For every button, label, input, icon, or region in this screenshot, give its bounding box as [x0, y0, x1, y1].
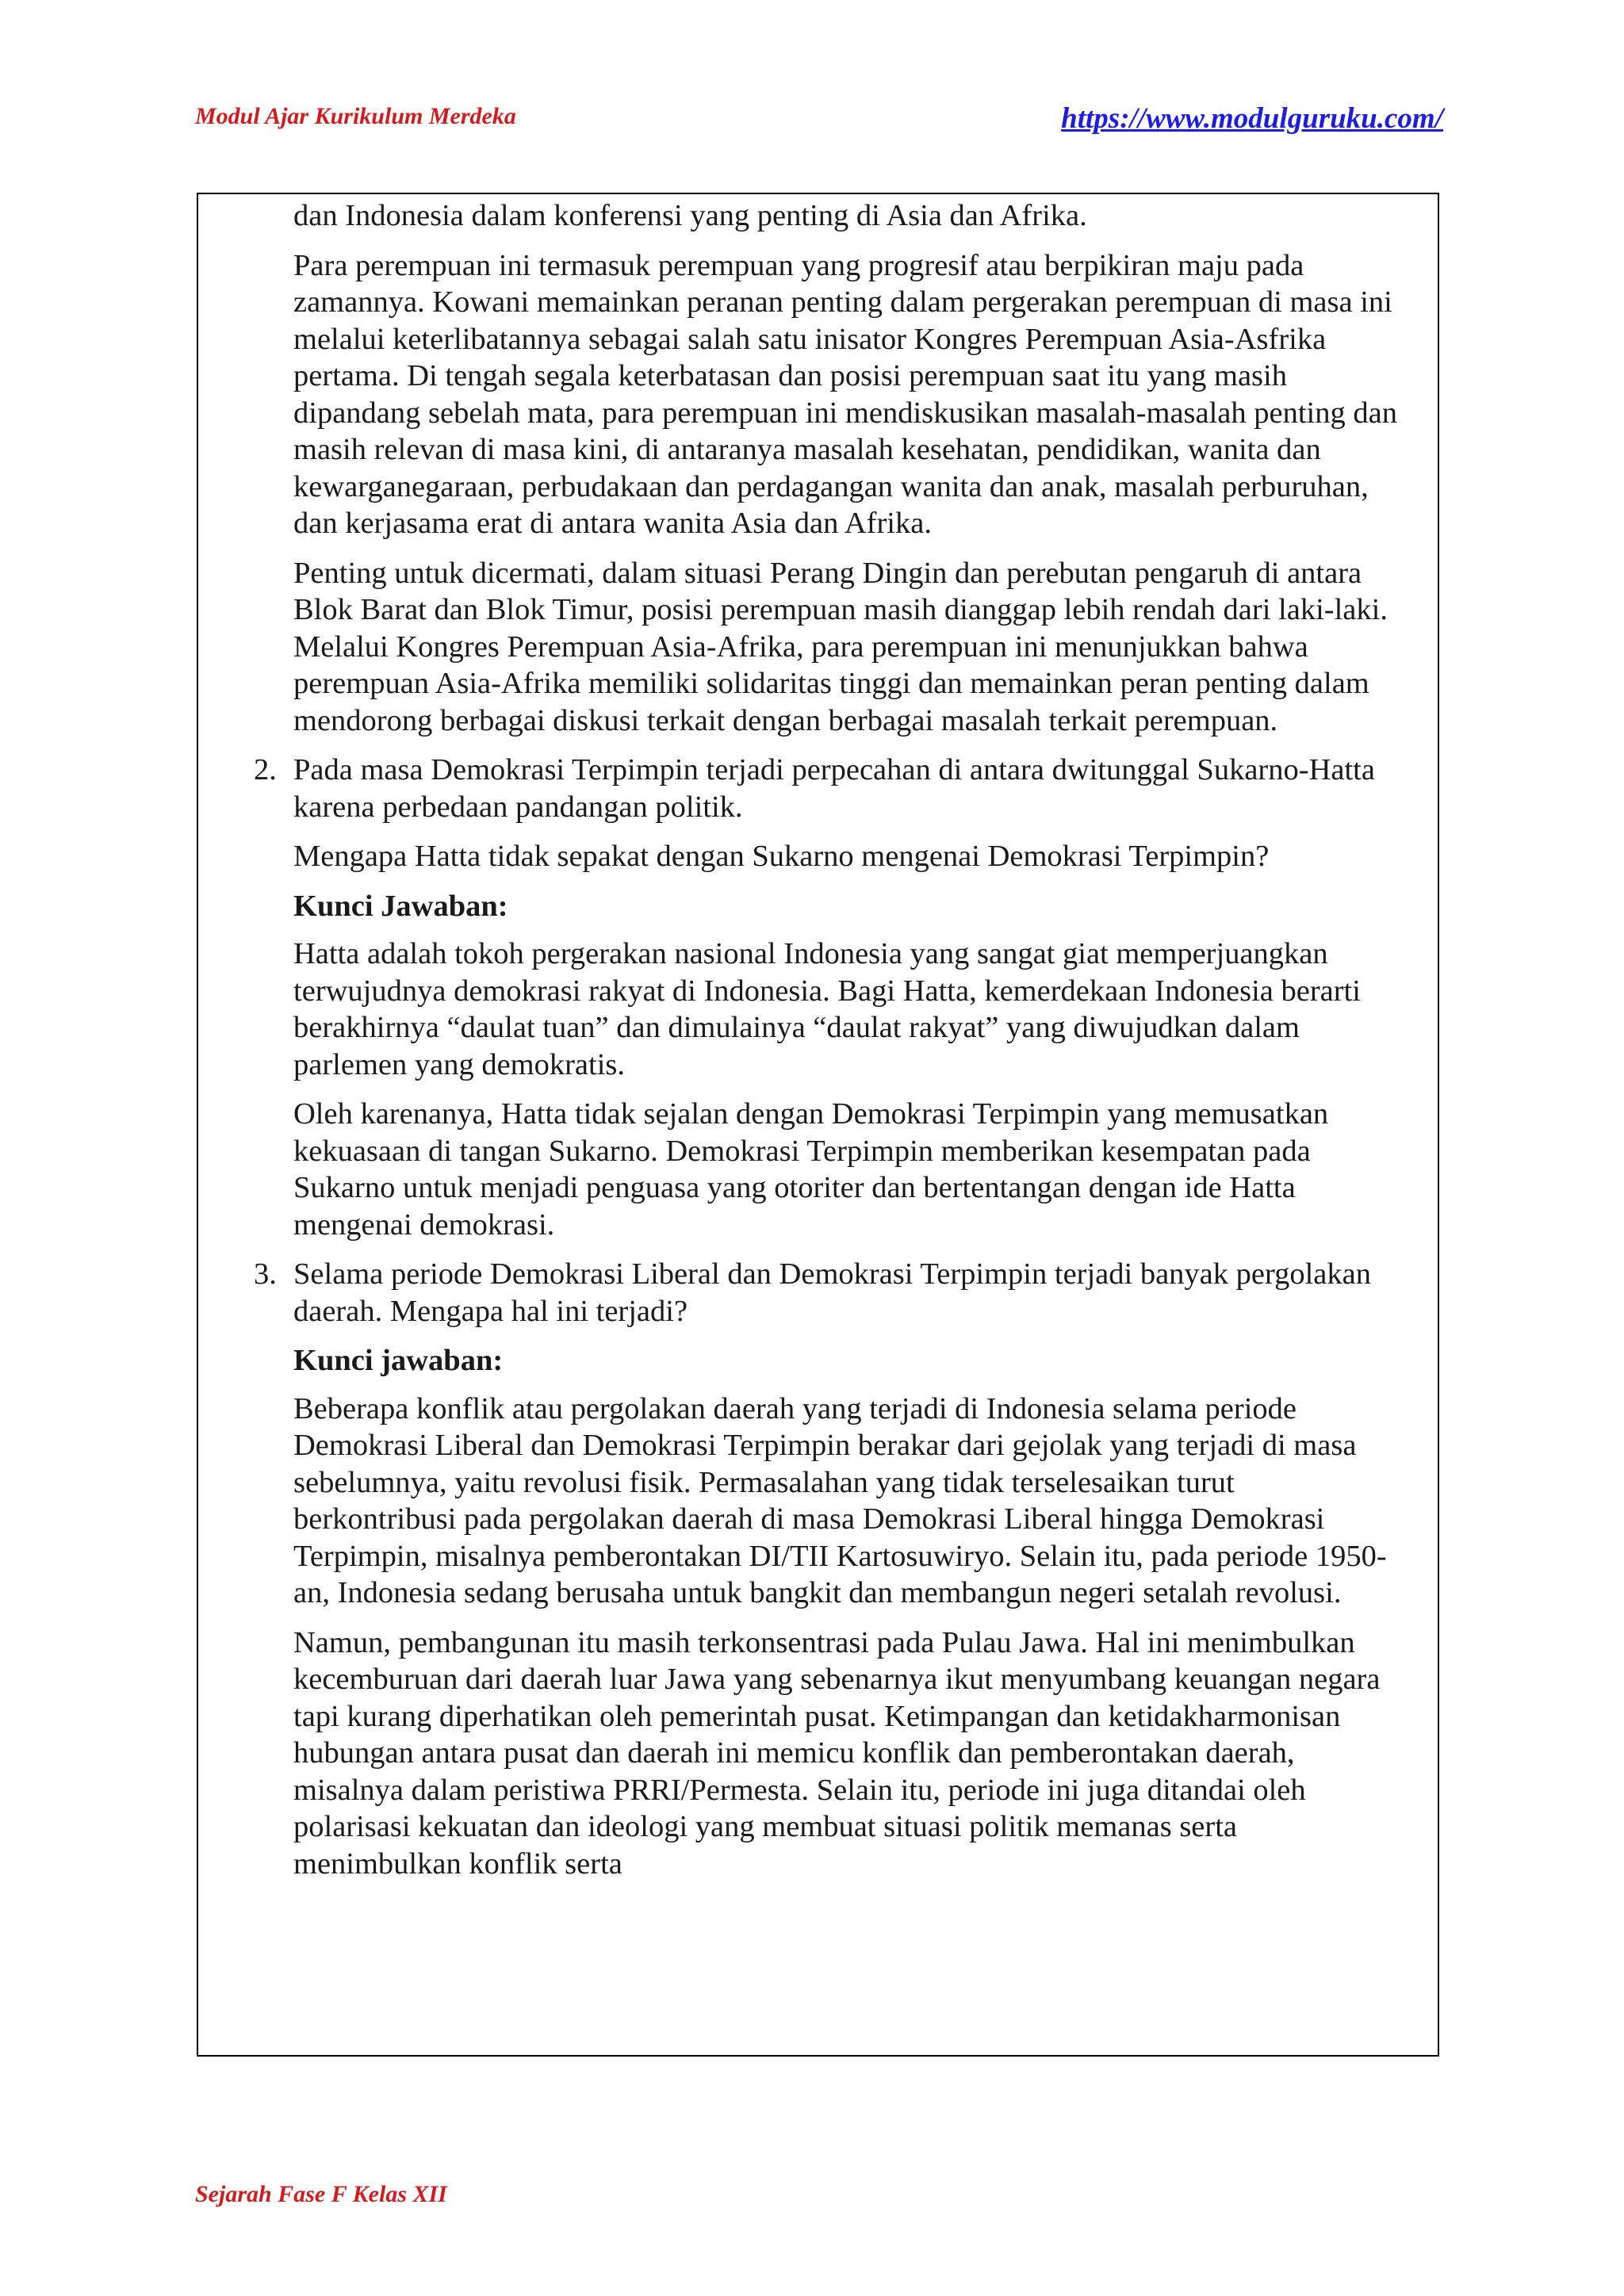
header-module-title: Modul Ajar Kurikulum Merdeka: [195, 103, 516, 129]
content-body: [254, 197, 1404, 1895]
paragraph-cold-war: Penting untuk dicermati, dalam situasi Perang Dingin dan perebutan pengaruh di antara Blok Barat dan Blok Timur, posisi perempuan masih dianggap lebih rendah dari laki-laki. Melalui Kongres Perempuan Asia-Afrika, para perempuan ini menunjukkan bahwa perempuan Asia-Afrika memiliki solidaritas tinggi dan memainkan peran penting dalam mendorong berbagai diskusi terkait dengan berbagai masalah terkait perempuan.: [293, 556, 1388, 737]
content-box: [197, 193, 1439, 2057]
question-3: [254, 1256, 1404, 1330]
footer-subject: Sejarah Fase F Kelas XII: [195, 2181, 447, 2207]
question-2-prompt: Mengapa Hatta tidak sepakat dengan Sukarno mengenai Demokrasi Terpimpin?: [293, 840, 1270, 873]
answer-3-paragraph-1: Beberapa konflik atau pergolakan daerah yang terjadi di Indonesia selama periode Demokrasi Liberal dan Demokrasi Terpimpin berakar dari gejolak yang terjadi di masa sebelumnya, yaitu revolusi fisik. Permasalahan yang tidak terselesaikan turut berkontribusi pada pergolakan daerah di masa Demokrasi Liberal hingga Demokrasi Terpimpin, misalnya pemberontakan DI/TII Kartosuwiryo. Selain itu, pada periode 1950-an, Indonesia sedang berusaha untuk bangkit dan membangun negeri setalah revolusi.: [293, 1391, 1387, 1609]
answer-2-paragraph-1: Hatta adalah tokoh pergerakan nasional Indonesia yang sangat giat memperjuangkan terwujudnya demokrasi rakyat di Indonesia. Bagi Hatta, kemerdekaan Indonesia berarti berakhirnya “daulat tuan” dan dimulainya “daulat rakyat” yang diwujudkan dalam parlemen yang demokratis.: [293, 937, 1361, 1081]
paragraph-kowani: Para perempuan ini termasuk perempuan yang progresif atau berpikiran maju pada zamannya. Kowani memainkan peranan penting dalam pergerakan perempuan di masa ini melalui keterlibatannya sebagai salah satu inisator Kongres Perempuan Asia-Asfrika pertama. Di tengah segala keterbatasan dan posisi perempuan saat itu yang masih dipandang sebelah mata, para perempuan ini mendiskusikan masalah-masalah penting dan masih relevan di masa kini, di antaranya masalah kesehatan, pendidikan, wanita dan kewarganegaraan, perbudakaan dan perdagangan wanita dan anak, masalah perburuhan, dan kerjasama erat di antara wanita Asia dan Afrika.: [293, 248, 1397, 540]
answer-key-heading-3: Kunci jawaban:: [293, 1344, 504, 1377]
answer-key-heading-2: Kunci Jawaban:: [293, 889, 508, 923]
question-2-text: Pada masa Demokrasi Terpimpin terjadi perpecahan di antara dwitunggal Sukarno-Hatta karena perbedaan pandangan politik.: [293, 753, 1375, 824]
question-3-number: 3.: [254, 1257, 277, 1291]
question-3-text: Selama periode Demokrasi Liberal dan Demokrasi Terpimpin terjadi banyak pergolakan daerah. Mengapa hal ini terjadi?: [293, 1257, 1371, 1328]
header-website-link[interactable]: https://www.modulguruku.com/: [1061, 102, 1443, 135]
question-2: [254, 752, 1404, 825]
paragraph-continuation: dan Indonesia dalam konferensi yang penting di Asia dan Afrika.: [293, 199, 1087, 232]
answer-2-paragraph-2: Oleh karenanya, Hatta tidak sejalan dengan Demokrasi Terpimpin yang memusatkan kekuasaan di tangan Sukarno. Demokrasi Terpimpin memberikan kesempatan pada Sukarno untuk menjadi penguasa yang otoriter dan bertentangan dengan ide Hatta mengenai demokrasi.: [293, 1097, 1329, 1242]
question-2-number: 2.: [254, 753, 277, 786]
answer-3-paragraph-2: Namun, pembangunan itu masih terkonsentrasi pada Pulau Jawa. Hal ini menimbulkan kecemburuan dari daerah luar Jawa yang sebenarnya ikut menyumbang keuangan negara tapi kurang diperhatikan oleh pemerintah pusat. Ketimpangan dan ketidakharmonisan hubungan antara pusat dan daerah ini memicu konflik dan pemberontakan daerah, misalnya dalam peristiwa PRRI/Permesta. Selain itu, periode ini juga ditandai oleh polarisasi kekuatan dan ideologi yang membuat situasi politik memanas serta menimbulkan konflik serta: [293, 1625, 1381, 1881]
